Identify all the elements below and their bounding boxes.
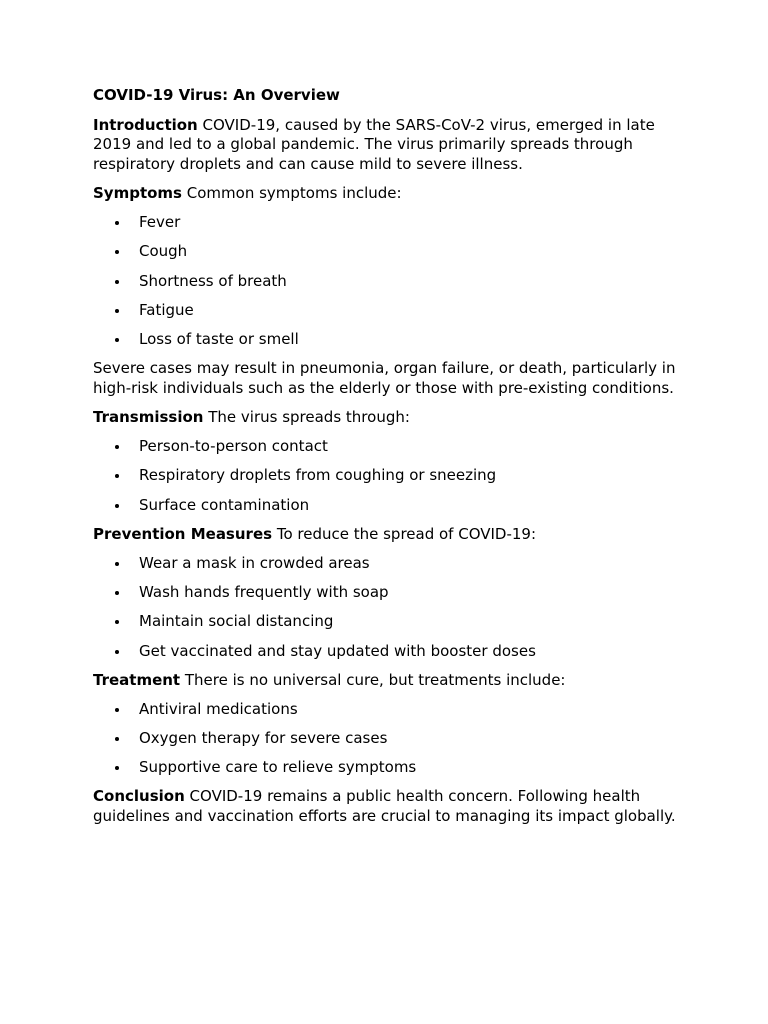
bullet-icon	[115, 766, 119, 770]
bullet-icon	[115, 591, 119, 595]
bullet-icon	[115, 650, 119, 654]
list-item-text: Shortness of breath	[139, 271, 287, 290]
list-item-text: Antiviral medications	[139, 699, 298, 718]
prevention-heading: Prevention Measures	[93, 524, 273, 543]
list-item-text: Oxygen therapy for severe cases	[139, 729, 388, 748]
list-item-text: Supportive care to relieve symptoms	[139, 758, 417, 777]
transmission-heading: Transmission	[93, 407, 204, 426]
list-item-text: Maintain social distancing	[139, 612, 334, 631]
bullet-icon	[115, 309, 119, 313]
treatment-text: There is no universal cure, but treatments include:	[184, 670, 566, 689]
bullet-icon	[115, 445, 119, 449]
bullet-icon	[115, 562, 119, 566]
symptoms-heading: Symptoms	[93, 183, 182, 202]
prevention-list	[93, 554, 693, 661]
list-item	[93, 272, 693, 292]
list-item	[93, 242, 693, 262]
prevention-text: To reduce the spread of COVID-19:	[276, 524, 537, 543]
document-page	[93, 86, 693, 836]
list-item-text: Wash hands frequently with soap	[139, 583, 389, 601]
list-item-text: Fever	[139, 212, 181, 231]
prevention-paragraph	[93, 525, 693, 545]
list-item-text: Get vaccinated and stay updated with booster doses	[139, 641, 536, 660]
conclusion-heading: Conclusion	[93, 787, 185, 806]
list-item	[93, 496, 693, 516]
intro-text: COVID-19, caused by the SARS-CoV-2 virus, emerged in late 2019 and led to a global pandemic. The virus primarily spreads through respiratory droplets and can cause mild to severe illness.	[93, 115, 655, 173]
treatment-heading: Treatment	[93, 670, 181, 689]
bullet-icon	[115, 620, 119, 624]
list-item-text: Wear a mask in crowded areas	[139, 553, 370, 572]
symptoms-after-paragraph: Severe cases may result in pneumonia, organ failure, or death, particularly in high-risk individuals such as the elderly or those with pre-existing conditions.	[93, 359, 676, 397]
bullet-icon	[115, 737, 119, 741]
list-item	[93, 758, 693, 778]
symptoms-text: Common symptoms include:	[186, 183, 402, 202]
list-item	[93, 700, 693, 720]
list-item	[93, 437, 693, 457]
transmission-text: The virus spreads through:	[208, 407, 410, 426]
list-item	[93, 466, 693, 486]
symptoms-paragraph	[93, 184, 693, 204]
treatment-paragraph	[93, 671, 693, 691]
list-item-text: Cough	[139, 242, 188, 261]
list-item	[93, 554, 693, 574]
list-item	[93, 642, 693, 662]
bullet-icon	[115, 280, 119, 284]
list-item	[93, 330, 693, 350]
list-item-text: Respiratory droplets from coughing or sneezing	[139, 466, 497, 485]
list-item	[93, 583, 693, 603]
bullet-icon	[115, 338, 119, 342]
bullet-icon	[115, 474, 119, 478]
bullet-icon	[115, 221, 119, 225]
list-item-text: Person-to-person contact	[139, 436, 328, 455]
intro-paragraph	[93, 116, 693, 175]
transmission-list	[93, 437, 693, 515]
list-item	[93, 729, 693, 749]
list-item	[93, 612, 693, 632]
treatment-list	[93, 700, 693, 778]
document-title: COVID-19 Virus: An Overview	[93, 86, 340, 104]
bullet-icon	[115, 708, 119, 712]
transmission-paragraph	[93, 408, 693, 428]
intro-heading: Introduction	[93, 115, 198, 134]
list-item-text: Surface contamination	[139, 495, 310, 514]
list-item	[93, 213, 693, 233]
symptoms-list	[93, 213, 693, 350]
bullet-icon	[115, 504, 119, 508]
conclusion-paragraph	[93, 787, 693, 826]
list-item-text: Fatigue	[139, 300, 194, 319]
list-item-text: Loss of taste or smell	[139, 330, 299, 349]
bullet-icon	[115, 250, 119, 254]
conclusion-text: COVID-19 remains a public health concern. Following health guidelines and vaccination efforts are crucial to managing its impact globally.	[93, 787, 676, 825]
list-item	[93, 301, 693, 321]
